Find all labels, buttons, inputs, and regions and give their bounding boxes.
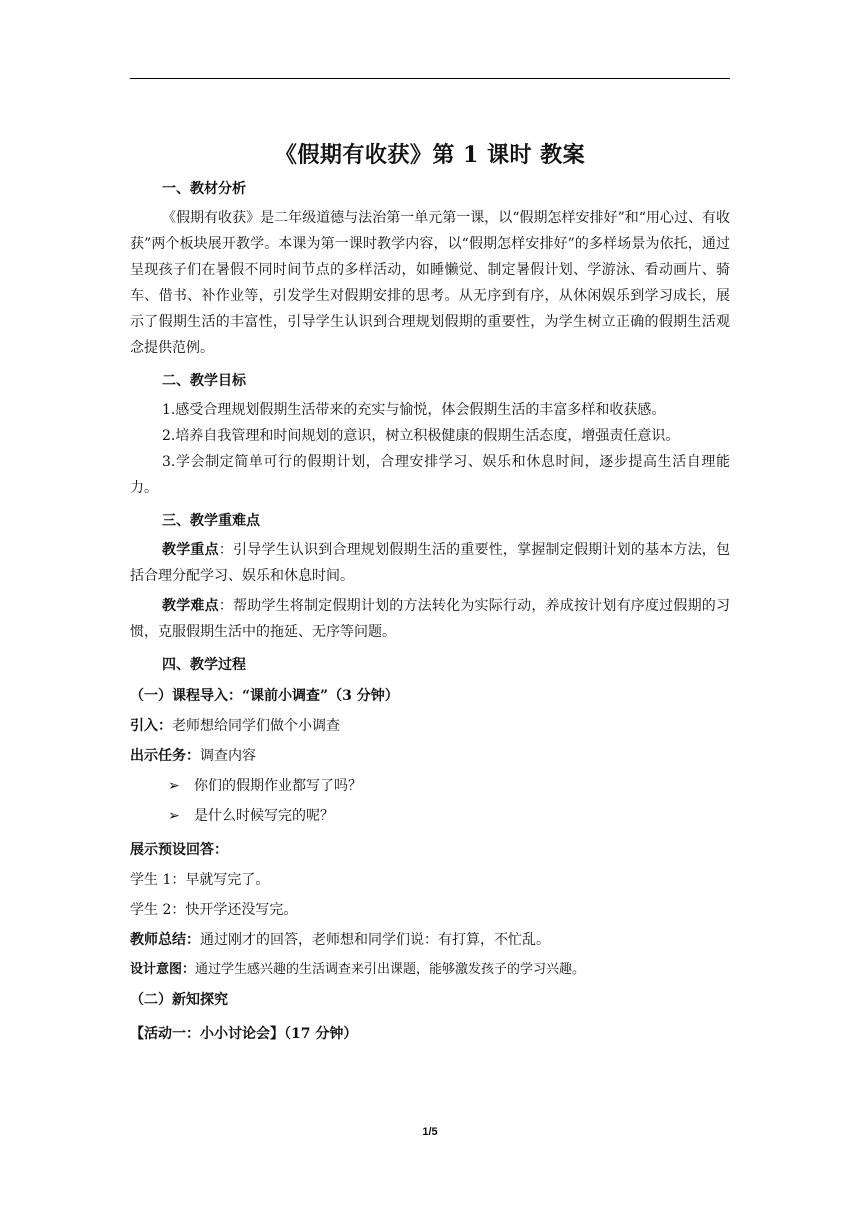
section-heading-process: 四、教学过程 <box>162 657 246 673</box>
summary-text: 通过刚才的回答，老师想和同学们说：有打算，不忙乱。 <box>200 932 550 948</box>
analysis-paragraph: 《假期有收获》是二年级道德与法治第一单元第一课，以“假期怎样安排好”和“用心过、有收获”两个板块展开教学。本课为第一课时教学内容，以“假期怎样安排好”的多样场景为依托，通过呈现孩子们在暑假不同时间节点的多样活动，如睡懒觉、制定暑假计划、学游泳、看动画片、骑车、借书、补作业等，引发学生对假期安排的思考。从无序到有序，从休闲娱乐到学习成长，展示了假期生活的丰富性，引导学生认识到合理规划假期的重要性，为学生树立正确的假期生活观念提供范例。 <box>130 210 730 356</box>
task-text: 调查内容 <box>200 748 256 764</box>
list-item <box>130 801 730 831</box>
survey-question: 你们的假期作业都写了吗？ <box>194 778 362 794</box>
intent-label: 设计意图： <box>130 962 196 977</box>
intro-text: 老师想给同学们做个小调查 <box>172 718 340 734</box>
page-number: 1/5 <box>422 1126 438 1138</box>
survey-question-list <box>130 771 730 831</box>
summary-label: 教师总结： <box>130 932 200 948</box>
task-line <box>130 741 730 771</box>
part-heading-explore: （二）新知探究 <box>130 992 228 1008</box>
list-item <box>130 771 730 801</box>
arrow-bullet-icon: ➢ <box>168 808 180 824</box>
student-answer: 学生 2：快开学还没写完。 <box>130 902 298 918</box>
document-body <box>130 138 730 1049</box>
design-intent <box>130 955 730 985</box>
goal-item: 1.感受合理规划假期生活带来的充实与愉悦，体会假期生活的丰富多样和收获感。 <box>162 402 666 418</box>
section-heading-key-points: 三、教学重难点 <box>162 513 260 529</box>
section-heading-analysis: 一、教材分析 <box>162 181 246 197</box>
key-point-paragraph <box>130 537 730 589</box>
difficulty-paragraph <box>130 593 730 645</box>
intent-text: 通过学生感兴趣的生活调查来引出课题，能够激发孩子的学习兴趣。 <box>195 962 586 977</box>
part-heading-intro: （一）课程导入：“课前小调查”（3 分钟） <box>130 688 399 704</box>
arrow-bullet-icon: ➢ <box>168 778 180 794</box>
header-rule <box>130 78 730 79</box>
key-point-text: ：引导学生认识到合理规划假期生活的重要性，掌握制定假期计划的基本方法，包括合理分配学习、娱乐和休息时间。 <box>130 542 731 584</box>
section-heading-goals: 二、教学目标 <box>162 373 246 389</box>
teacher-summary <box>130 925 730 955</box>
activity-heading: 【活动一：小小讨论会】（17 分钟） <box>130 1026 358 1042</box>
difficulty-label: 教学难点 <box>162 598 219 614</box>
intro-label: 引入： <box>130 718 172 734</box>
goal-item: 2.培养自我管理和时间规划的意识，树立积极健康的假期生活态度，增强责任意识。 <box>162 428 680 444</box>
student-answer: 学生 1：早就写完了。 <box>130 872 270 888</box>
difficulty-text: ：帮助学生将制定假期计划的方法转化为实际行动，养成按计划有序度过假期的习惯，克服假期生活中的拖延、无序等问题。 <box>130 598 731 640</box>
answers-label: 展示预设回答： <box>130 842 228 858</box>
key-point-label: 教学重点 <box>162 542 219 558</box>
survey-question: 是什么时候写完的呢？ <box>194 808 334 824</box>
goal-item: 3.学会制定简单可行的假期计划，合理安排学习、娱乐和休息时间，逐步提高生活自理能力。 <box>130 454 730 496</box>
document-title: 《假期有收获》第 1 课时 教案 <box>274 142 586 168</box>
intro-line <box>130 711 730 741</box>
task-label: 出示任务： <box>130 748 200 764</box>
